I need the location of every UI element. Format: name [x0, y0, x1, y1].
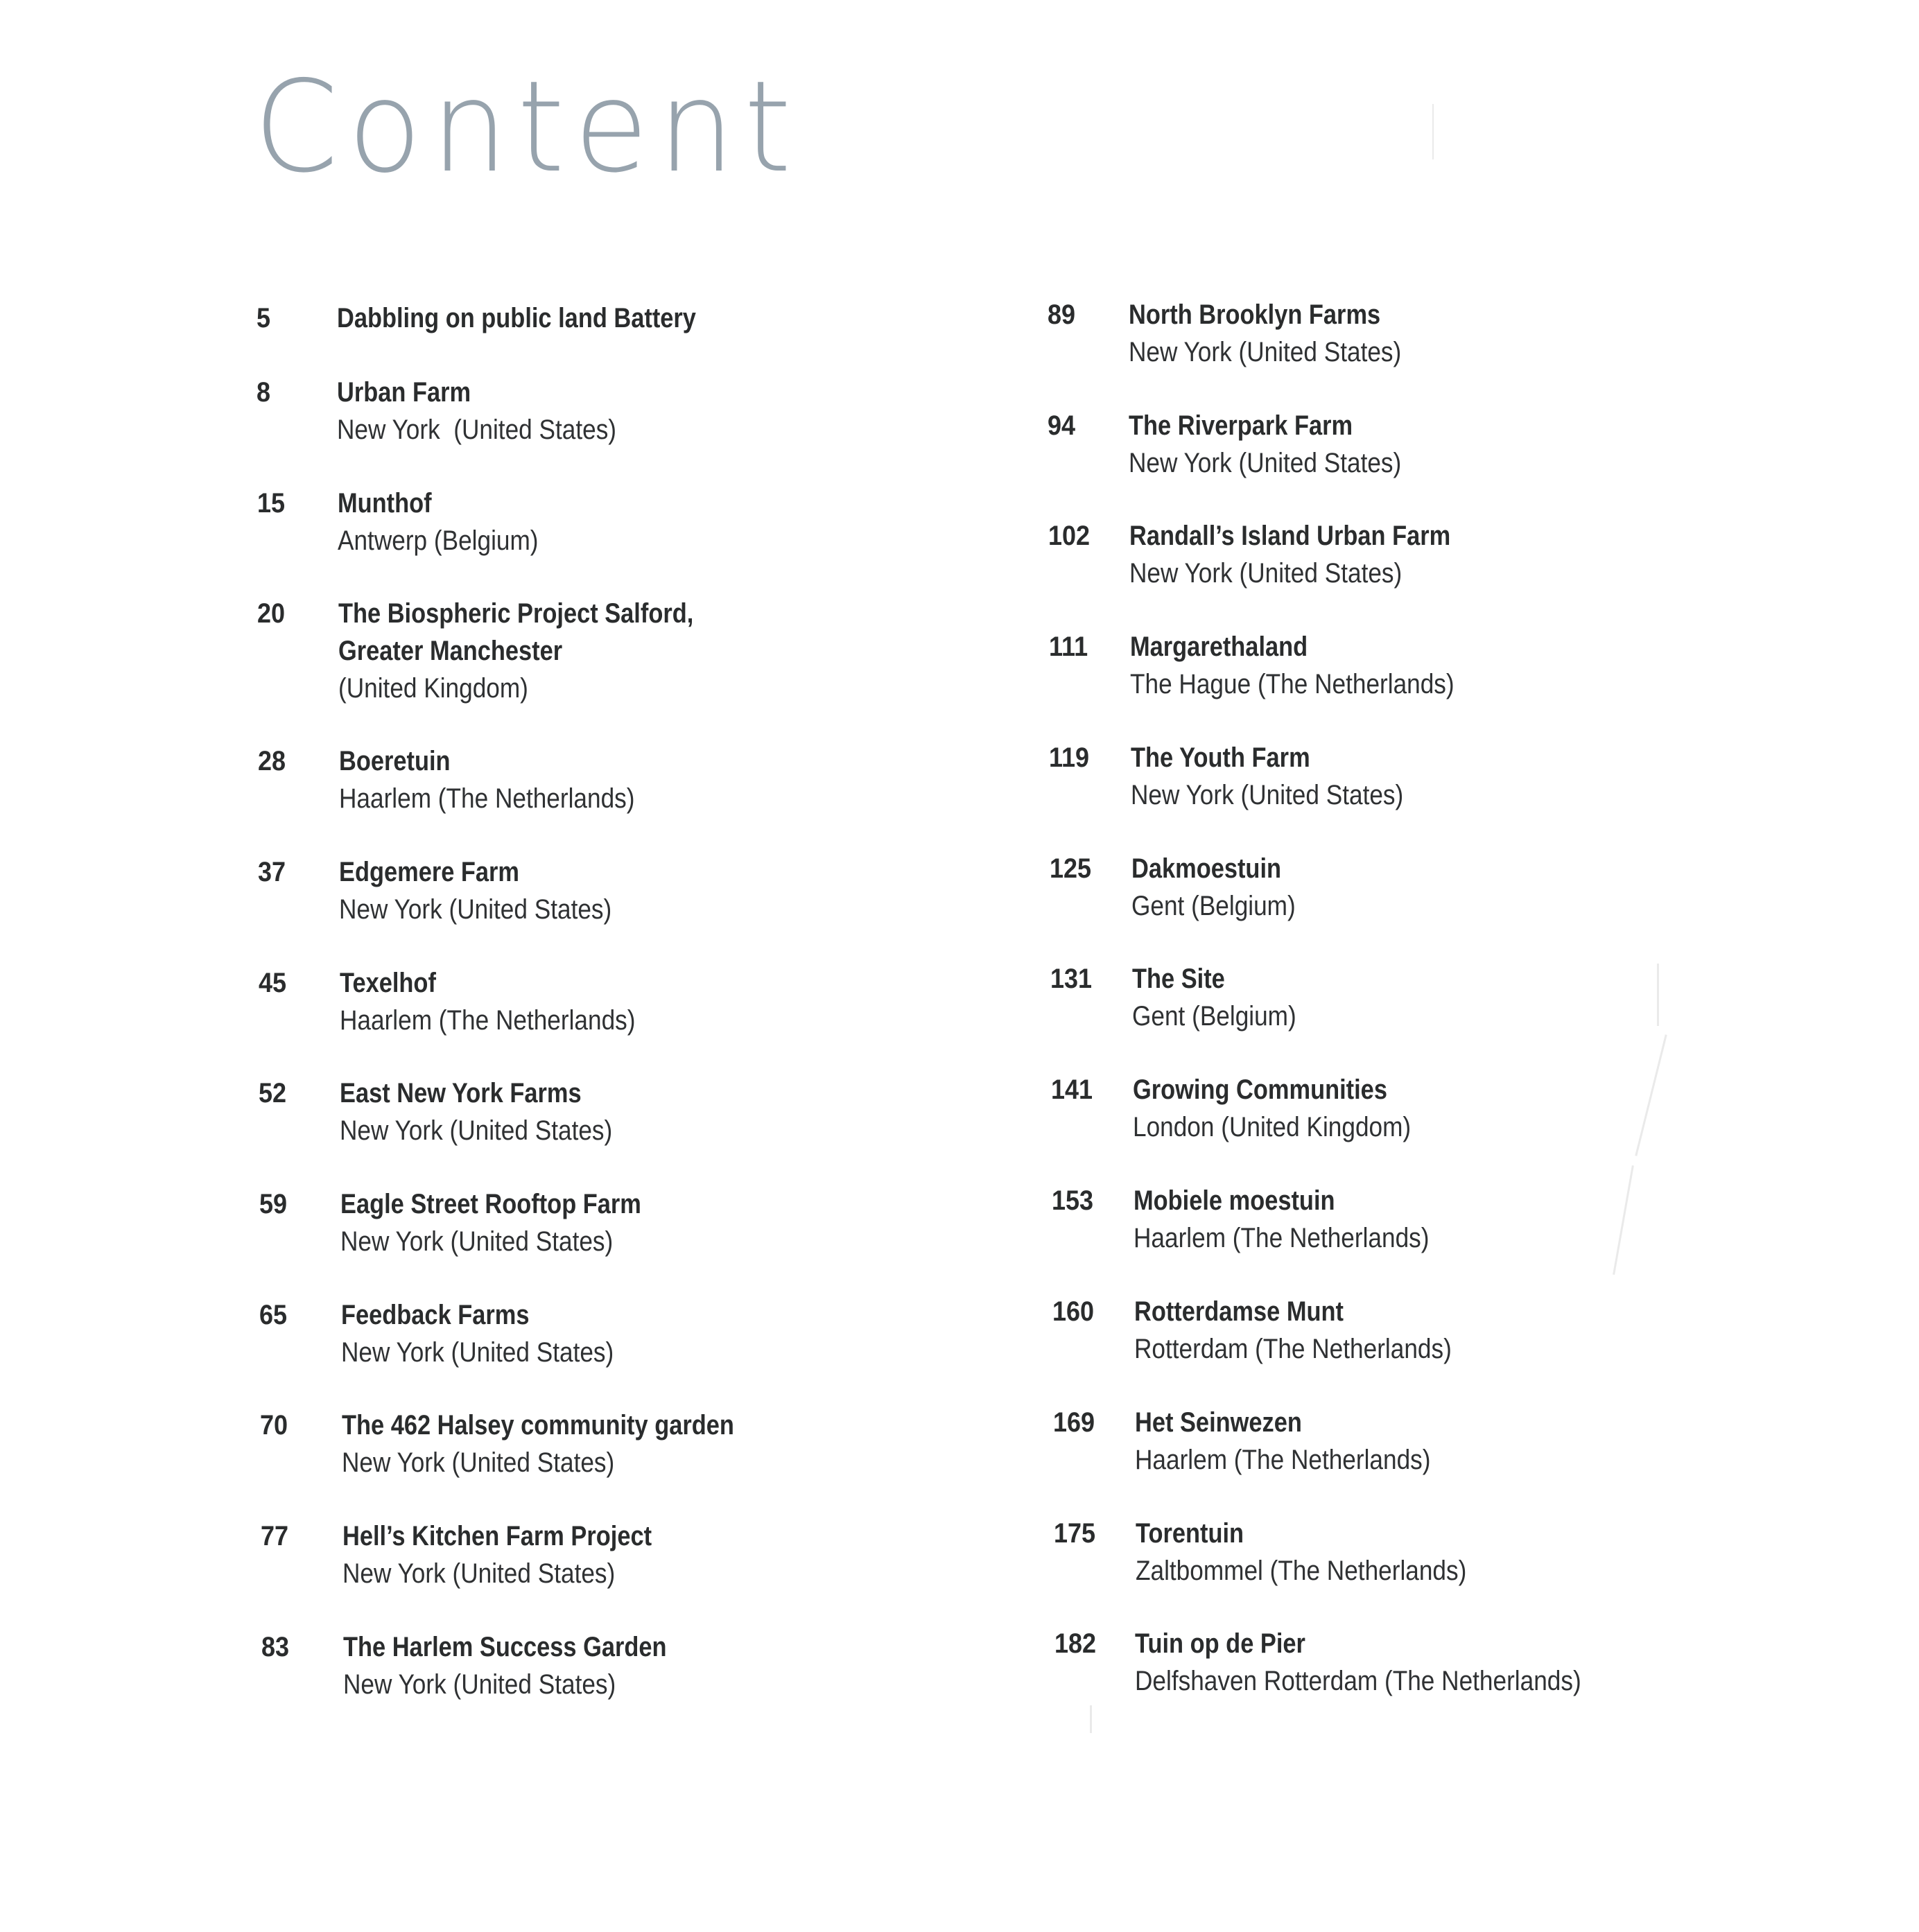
toc-entry-location: (United Kingdom)	[338, 673, 528, 704]
scan-artifact	[1613, 1165, 1634, 1275]
toc-entry-title: Feedback Farms	[341, 1300, 530, 1330]
toc-entry-location: New York (United States)	[337, 415, 617, 445]
toc-page-number: 20	[257, 598, 286, 629]
toc-entry-location: Haarlem (The Netherlands)	[1134, 1223, 1430, 1253]
toc-page-number: 119	[1049, 742, 1090, 773]
toc-entry-location: Gent (Belgium)	[1132, 1001, 1296, 1032]
toc-page-number: 169	[1053, 1407, 1095, 1438]
toc-page-number: 125	[1050, 853, 1092, 884]
toc-page-number: 77	[261, 1521, 289, 1551]
toc-entry-title: Munthof	[338, 488, 432, 519]
toc-entry-title: Randall’s Island Urban Farm	[1129, 521, 1451, 551]
toc-entry-location: Zaltbommel (The Netherlands)	[1136, 1556, 1467, 1586]
toc-page-number: 153	[1052, 1185, 1094, 1216]
toc-page-number: 102	[1048, 521, 1091, 551]
toc-entry-title: The 462 Halsey community garden	[342, 1410, 734, 1441]
toc-entry-location: The Hague (The Netherlands)	[1130, 669, 1455, 699]
toc-entry-location: Haarlem (The Netherlands)	[1135, 1445, 1431, 1475]
toc-entry-title: Edgemere Farm	[339, 857, 520, 887]
toc-entry-location: New York (United States)	[1131, 780, 1404, 810]
toc-entry-location: Haarlem (The Netherlands)	[339, 783, 635, 814]
toc-entry-location: New York (United States)	[341, 1337, 614, 1368]
toc-page-number: 59	[259, 1189, 288, 1219]
toc-entry-title: Hell’s Kitchen Farm Project	[342, 1521, 652, 1551]
toc-entry-title: Texelhof	[340, 968, 436, 998]
toc-page-number: 182	[1054, 1628, 1097, 1659]
toc-entry-title: Margarethaland	[1130, 632, 1308, 662]
toc-entry-title: The Riverpark Farm	[1129, 410, 1353, 441]
toc-entry-location: Rotterdam (The Netherlands)	[1134, 1334, 1452, 1364]
toc-entry-location: Antwerp (Belgium)	[338, 525, 539, 556]
toc-page-number: 83	[261, 1632, 290, 1662]
toc-entry-title: The Site	[1132, 964, 1225, 994]
toc-entry-title: Boeretuin	[339, 746, 451, 776]
toc-page-number: 28	[258, 746, 286, 776]
toc-entry-location: New York (United States)	[1129, 448, 1402, 478]
toc-entry-title: The Youth Farm	[1131, 742, 1310, 773]
toc-entry-location: Gent (Belgium)	[1131, 891, 1296, 921]
toc-page-number: 52	[259, 1078, 287, 1108]
toc-page-number: 175	[1054, 1518, 1096, 1549]
toc-page-number: 89	[1048, 299, 1076, 330]
toc-entry-title: Eagle Street Rooftop Farm	[340, 1189, 641, 1219]
toc-entry-title: Urban Farm	[337, 377, 471, 408]
toc-entry-location: London (United Kingdom)	[1133, 1112, 1412, 1142]
toc-page-number: 8	[257, 377, 271, 408]
scan-artifact	[1432, 104, 1434, 159]
toc-entry-title: Tuin op de Pier	[1135, 1628, 1305, 1659]
toc-entry-location: New York (United States)	[339, 894, 612, 925]
toc-entry-title: East New York Farms	[340, 1078, 582, 1108]
toc-page-number: 94	[1048, 410, 1076, 441]
toc-entry-title: Growing Communities	[1133, 1074, 1387, 1105]
toc-page-number: 111	[1049, 632, 1088, 662]
toc-entry-location: New York (United States)	[342, 1558, 616, 1589]
toc-entry-location: New York (United States)	[1129, 558, 1403, 589]
toc-page-number: 160	[1052, 1296, 1095, 1327]
toc-entry-title: The Biospheric Project Salford,	[338, 598, 694, 629]
toc-page-number: 131	[1050, 964, 1093, 994]
toc-entry-location: Haarlem (The Netherlands)	[340, 1005, 636, 1036]
toc-page-number: 15	[257, 488, 286, 519]
toc-entry-title: Rotterdamse Munt	[1134, 1296, 1344, 1327]
toc-entry-location: New York (United States)	[340, 1226, 614, 1257]
toc-entry-location: New York (United States)	[343, 1669, 616, 1700]
toc-entry-location: New York (United States)	[342, 1447, 615, 1478]
toc-entry-location: New York (United States)	[340, 1115, 613, 1146]
scan-artifact	[1657, 964, 1659, 1026]
toc-entry-title: Dabbling on public land Battery	[337, 303, 696, 333]
toc-page-number: 65	[259, 1300, 288, 1330]
toc-entry-title: The Harlem Success Garden	[343, 1632, 667, 1662]
toc-page-number: 37	[258, 857, 286, 887]
toc-page-number: 70	[260, 1410, 288, 1441]
page-title: Content	[254, 53, 801, 200]
toc-entry-location: New York (United States)	[1129, 337, 1402, 367]
toc-entry-title: Mobiele moestuin	[1134, 1185, 1335, 1216]
toc-page-number: 5	[257, 303, 271, 333]
toc-entry-title: Het Seinwezen	[1135, 1407, 1302, 1438]
scan-artifact	[1635, 1034, 1667, 1156]
toc-entry-location: Delfshaven Rotterdam (The Netherlands)	[1135, 1666, 1581, 1696]
toc-entry-title: North Brooklyn Farms	[1129, 299, 1381, 330]
toc-entry-title: Dakmoestuin	[1131, 853, 1282, 884]
toc-entry-title: Torentuin	[1136, 1518, 1244, 1549]
toc-entry-title-line2: Greater Manchester	[338, 636, 563, 666]
toc-page-number: 141	[1051, 1074, 1093, 1105]
toc-page-number: 45	[259, 968, 287, 998]
scan-artifact	[1090, 1705, 1092, 1733]
